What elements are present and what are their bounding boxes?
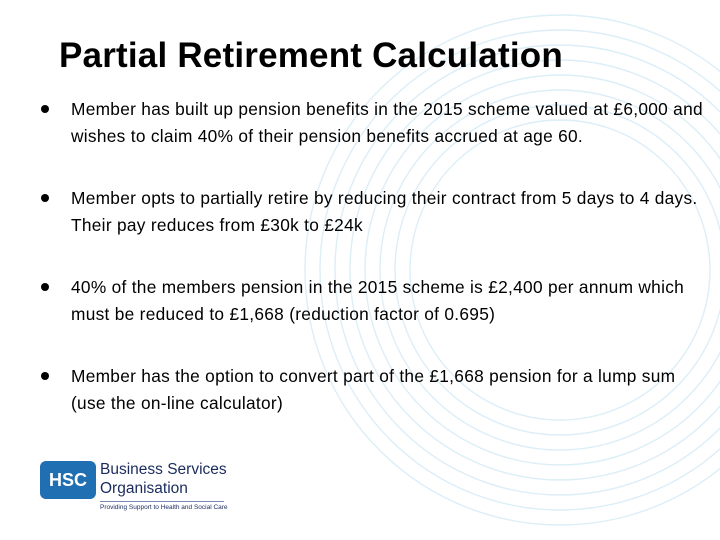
bullet-text: 40% of the members pension in the 2015 scheme is £2,400 per annum which must be reduced to £1,668 (reduction factor of 0.695) — [71, 277, 685, 324]
bullet-text: Member opts to partially retire by reducing their contract from 5 days to 4 days. Their pay reduces from £30k to £24k — [71, 188, 698, 235]
bullet-text: Member has built up pension benefits in the 2015 scheme valued at £6,000 and wishes to claim 40% of their pension benefits accrued at age 60. — [71, 99, 703, 146]
slide-title: Partial Retirement Calculation — [59, 36, 563, 75]
hsc-badge-text: HSC — [48, 470, 87, 490]
bullet-list — [40, 96, 705, 452]
bullet-item — [40, 185, 705, 239]
bullet-dot-icon — [41, 372, 49, 380]
bullet-dot-icon — [41, 283, 49, 291]
logo-divider — [100, 501, 224, 502]
bullet-item — [40, 274, 705, 328]
bullet-item — [40, 363, 705, 417]
bullet-dot-icon — [41, 194, 49, 202]
org-name-line1: Business Services — [100, 461, 227, 478]
org-name-line2: Organisation — [100, 480, 188, 497]
logo-tagline: Providing Support to Health and Social Care — [100, 504, 228, 511]
bso-logo — [40, 460, 230, 518]
bullet-dot-icon — [41, 105, 49, 113]
bullet-item — [40, 96, 705, 150]
bullet-text: Member has the option to convert part of the £1,668 pension for a lump sum (use the on-line calculator) — [71, 366, 676, 413]
